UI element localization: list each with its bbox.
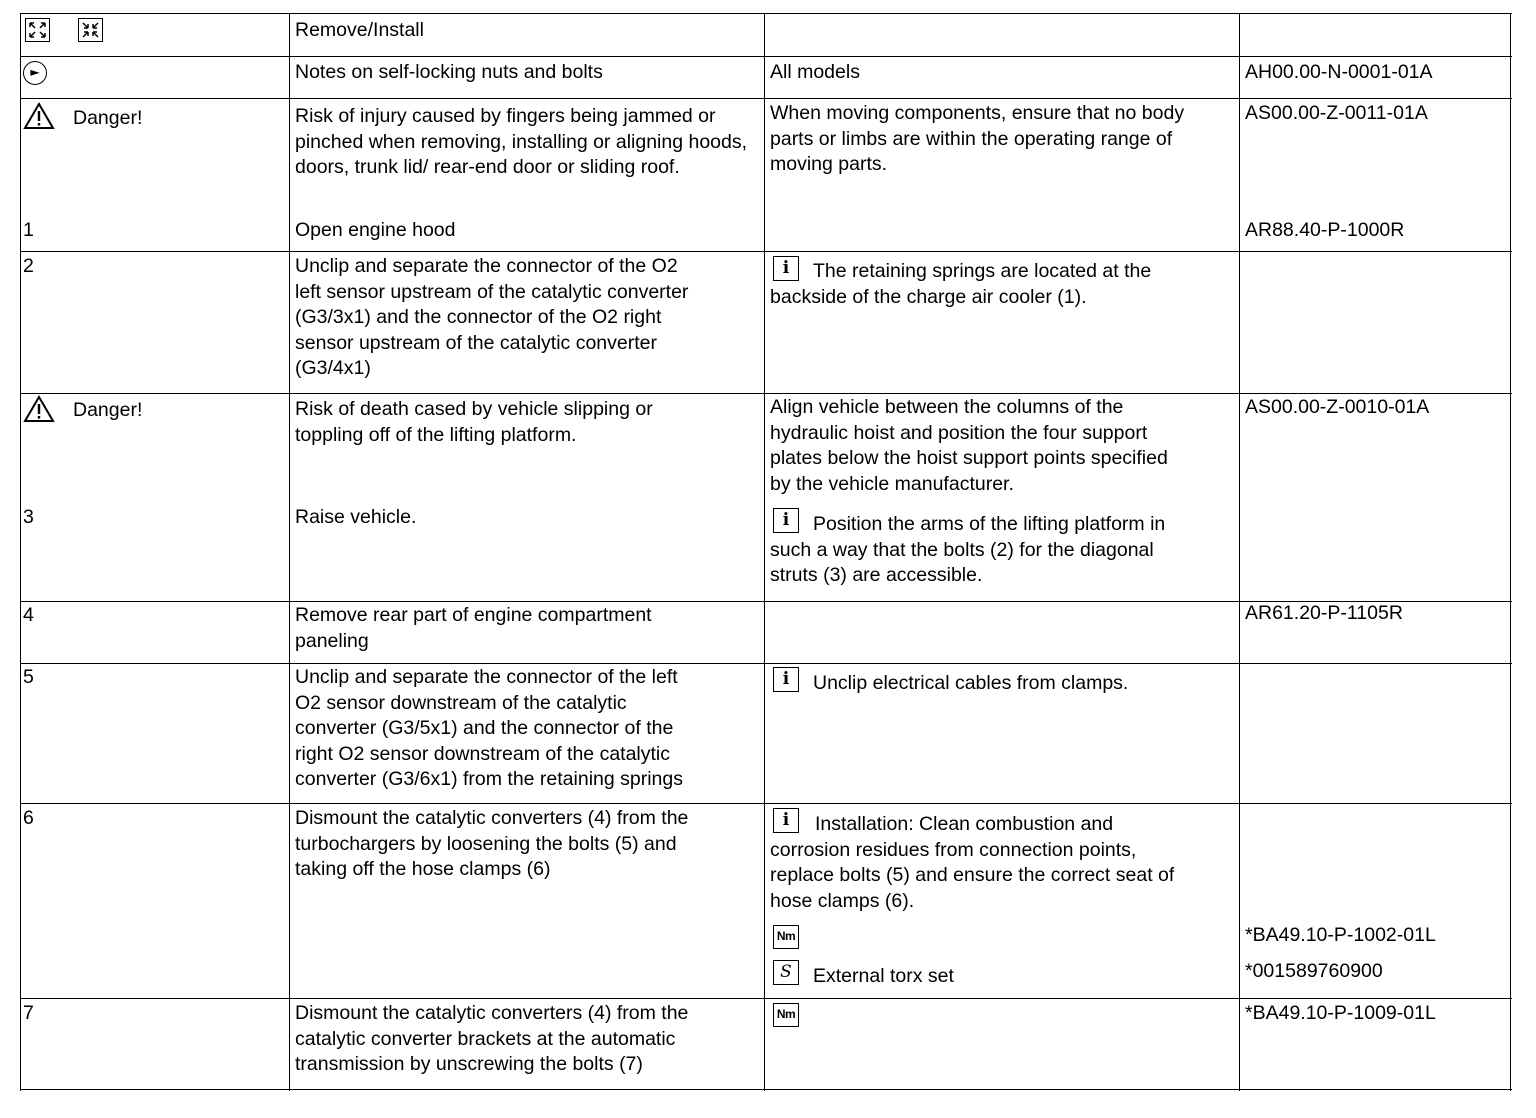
warning-triangle-icon [23, 102, 55, 130]
danger-ref-link[interactable]: AS00.00-Z-0011-01A [1245, 102, 1428, 124]
tool-icon: S [773, 960, 799, 985]
info-icon: i [773, 667, 799, 692]
danger-label: Danger! [73, 107, 143, 129]
row-divider [20, 998, 1512, 999]
tool-label: External torx set [813, 965, 954, 987]
notes-models: All models [770, 61, 860, 83]
column-divider [764, 13, 765, 1091]
torque-ref-link[interactable]: *BA49.10-P-1002-01L [1245, 924, 1436, 946]
torque-nm-icon: Nm [773, 1003, 799, 1027]
notes-pointer-icon: ► [23, 61, 47, 85]
row-divider [20, 803, 1512, 804]
step-text: Dismount the catalytic converters (4) from the turbochargers by loosening the bolts (5) and taking off the hose clamps (6) [295, 807, 689, 880]
danger-measure-text: Align vehicle between the columns of the hydraulic hoist and position the four support plates below the hoist support points specified by the vehicle manufacturer. [770, 396, 1168, 495]
repair-instruction-table [20, 13, 1512, 1091]
step-number: 1 [23, 219, 34, 241]
column-divider [289, 13, 290, 1091]
table-border-bottom [20, 1089, 1512, 1090]
step-text: Open engine hood [295, 219, 456, 241]
step-text: Raise vehicle. [295, 506, 417, 528]
row-divider [20, 663, 1512, 664]
step-number: 7 [23, 1002, 34, 1024]
notes-ref-link[interactable]: AH00.00-N-0001-01A [1245, 61, 1433, 83]
step-ref-link[interactable]: AR88.40-P-1000R [1245, 219, 1405, 241]
step-note: Unclip electrical cables from clamps. [813, 672, 1129, 694]
tool-ref-link[interactable]: *001589760900 [1245, 960, 1383, 982]
step-note: The retaining springs are located at the backside of the charge air cooler (1). [770, 260, 1152, 308]
danger-ref-link[interactable]: AS00.00-Z-0010-01A [1245, 396, 1430, 418]
step-number: 5 [23, 666, 34, 688]
row-divider [20, 98, 1512, 99]
step-text: Dismount the catalytic converters (4) from the catalytic converter brackets at the automatic transmission by unscrewing the bolts (7) [295, 1002, 689, 1075]
step-note: Installation: Clean combustion and corrosion residues from connection points, replace bolts (5) and ensure the correct seat of hose clamps (6). [770, 813, 1175, 912]
step-number: 6 [23, 807, 34, 829]
info-icon: i [773, 808, 799, 833]
step-text: Remove rear part of engine compartment paneling [295, 604, 652, 652]
step-text: Unclip and separate the connector of the O2 left sensor upstream of the catalytic converter (G3/3x1) and the connector of the O2 right sensor upstream of the catalytic converter (G3/4x1) [295, 255, 689, 379]
step-number: 2 [23, 255, 34, 277]
step-number: 4 [23, 604, 34, 626]
row-divider [20, 251, 1512, 252]
page-title: Remove/Install [295, 19, 424, 41]
expand-arrows-icon[interactable] [25, 18, 50, 42]
torque-ref-link[interactable]: *BA49.10-P-1009-01L [1245, 1002, 1436, 1024]
row-divider [20, 393, 1512, 394]
notes-text: Notes on self-locking nuts and bolts [295, 61, 603, 83]
step-text: Unclip and separate the connector of the left O2 sensor downstream of the catalytic converter (G3/5x1) and the connector of the right O2 sensor downstream of the catalytic converter (G3/6x1) from the retaining springs [295, 666, 684, 790]
column-divider [1510, 13, 1511, 1091]
column-divider [1239, 13, 1240, 1091]
column-divider [20, 13, 21, 1091]
danger-measure-text: When moving components, ensure that no body parts or limbs are within the operating range of moving parts. [770, 102, 1185, 175]
table-border-top [20, 13, 1512, 14]
info-icon: i [773, 508, 799, 533]
danger-risk-text: Risk of injury caused by fingers being jammed or pinched when removing, installing or aligning hoods, doors, trunk lid/ rear-end door or sliding roof. [295, 105, 748, 178]
row-divider [20, 56, 1512, 57]
step-number: 3 [23, 506, 34, 528]
danger-label: Danger! [73, 399, 143, 421]
warning-triangle-icon [23, 395, 55, 423]
step-note: Position the arms of the lifting platform in such a way that the bolts (2) for the diagonal struts (3) are accessible. [770, 513, 1166, 586]
step-ref-link[interactable]: AR61.20-P-1105R [1245, 602, 1403, 624]
danger-risk-text: Risk of death cased by vehicle slipping or toppling off of the lifting platform. [295, 398, 653, 446]
info-icon: i [773, 256, 799, 281]
collapse-arrows-icon[interactable] [78, 18, 103, 42]
torque-nm-icon: Nm [773, 925, 799, 949]
